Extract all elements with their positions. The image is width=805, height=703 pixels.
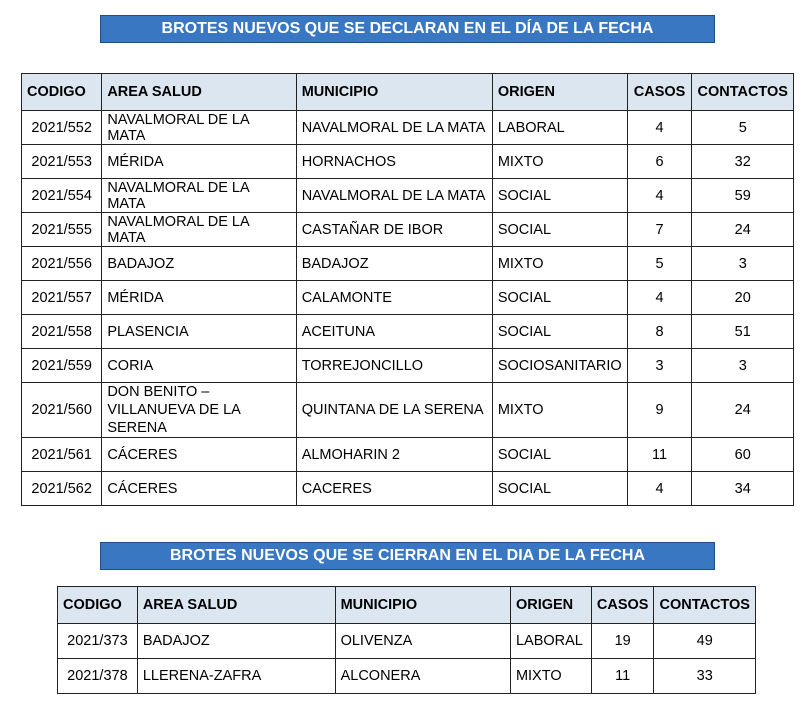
table-row bbox=[58, 624, 756, 659]
cell-codigo: 2021/378 bbox=[58, 659, 138, 694]
cell-area-salud: CORIA bbox=[102, 349, 296, 383]
cell-origen: MIXTO bbox=[492, 247, 627, 281]
open-outbreaks-table bbox=[21, 73, 794, 506]
cell-origen: SOCIOSANITARIO bbox=[492, 349, 627, 383]
table-row bbox=[22, 145, 794, 179]
cell-municipio: NAVALMORAL DE LA MATA bbox=[296, 111, 492, 145]
cell-municipio: ALCONERA bbox=[335, 659, 510, 694]
cell-municipio: ALMOHARIN 2 bbox=[296, 438, 492, 472]
cell-codigo: 2021/559 bbox=[22, 349, 102, 383]
cell-contactos: 24 bbox=[692, 383, 794, 438]
header-municipio: MUNICIPIO bbox=[296, 74, 492, 111]
cell-origen: SOCIAL bbox=[492, 315, 627, 349]
cell-codigo: 2021/557 bbox=[22, 281, 102, 315]
cell-area-salud: BADAJOZ bbox=[102, 247, 296, 281]
cell-casos: 4 bbox=[627, 472, 692, 506]
header-origen: ORIGEN bbox=[492, 74, 627, 111]
cell-municipio: ACEITUNA bbox=[296, 315, 492, 349]
cell-area-salud: NAVALMORAL DE LA MATA bbox=[102, 111, 296, 145]
table-row bbox=[22, 349, 794, 383]
header-codigo: CODIGO bbox=[58, 587, 138, 624]
cell-codigo: 2021/558 bbox=[22, 315, 102, 349]
cell-municipio: CALAMONTE bbox=[296, 281, 492, 315]
table-row bbox=[22, 213, 794, 247]
cell-area-salud: CÁCERES bbox=[102, 438, 296, 472]
cell-origen: SOCIAL bbox=[492, 213, 627, 247]
cell-municipio: QUINTANA DE LA SERENA bbox=[296, 383, 492, 438]
cell-area-salud: BADAJOZ bbox=[137, 624, 335, 659]
cell-origen: MIXTO bbox=[510, 659, 591, 694]
cell-area-salud: MÉRIDA bbox=[102, 145, 296, 179]
header-contactos: CONTACTOS bbox=[692, 74, 794, 111]
cell-casos: 4 bbox=[627, 281, 692, 315]
cell-origen: SOCIAL bbox=[492, 472, 627, 506]
table-row bbox=[22, 472, 794, 506]
cell-municipio: NAVALMORAL DE LA MATA bbox=[296, 179, 492, 213]
cell-casos: 4 bbox=[627, 179, 692, 213]
cell-area-salud: PLASENCIA bbox=[102, 315, 296, 349]
header-area-salud: AREA SALUD bbox=[137, 587, 335, 624]
cell-contactos: 3 bbox=[692, 349, 794, 383]
cell-contactos: 3 bbox=[692, 247, 794, 281]
header-casos: CASOS bbox=[627, 74, 692, 111]
header-contactos: CONTACTOS bbox=[654, 587, 756, 624]
header-origen: ORIGEN bbox=[510, 587, 591, 624]
table-header-row bbox=[22, 74, 794, 111]
cell-origen: SOCIAL bbox=[492, 179, 627, 213]
cell-codigo: 2021/556 bbox=[22, 247, 102, 281]
cell-casos: 8 bbox=[627, 315, 692, 349]
cell-origen: MIXTO bbox=[492, 383, 627, 438]
table-row bbox=[22, 247, 794, 281]
cell-contactos: 32 bbox=[692, 145, 794, 179]
cell-area-salud: LLERENA-ZAFRA bbox=[137, 659, 335, 694]
cell-area-salud: MÉRIDA bbox=[102, 281, 296, 315]
cell-origen: LABORAL bbox=[510, 624, 591, 659]
cell-municipio: CASTAÑAR DE IBOR bbox=[296, 213, 492, 247]
closed-outbreaks-title: BROTES NUEVOS QUE SE CIERRAN EN EL DIA DE LA FECHA bbox=[100, 542, 715, 570]
cell-municipio: OLIVENZA bbox=[335, 624, 510, 659]
cell-municipio: TORREJONCILLO bbox=[296, 349, 492, 383]
table-row bbox=[22, 179, 794, 213]
table-row bbox=[22, 438, 794, 472]
cell-casos: 11 bbox=[627, 438, 692, 472]
cell-casos: 4 bbox=[627, 111, 692, 145]
cell-contactos: 60 bbox=[692, 438, 794, 472]
cell-codigo: 2021/555 bbox=[22, 213, 102, 247]
cell-area-salud: CÁCERES bbox=[102, 472, 296, 506]
cell-casos: 5 bbox=[627, 247, 692, 281]
header-codigo: CODIGO bbox=[22, 74, 102, 111]
cell-codigo: 2021/552 bbox=[22, 111, 102, 145]
cell-casos: 3 bbox=[627, 349, 692, 383]
closed-outbreaks-table bbox=[57, 586, 756, 694]
cell-contactos: 49 bbox=[654, 624, 756, 659]
table-row bbox=[22, 383, 794, 438]
cell-codigo: 2021/561 bbox=[22, 438, 102, 472]
cell-casos: 6 bbox=[627, 145, 692, 179]
cell-municipio: BADAJOZ bbox=[296, 247, 492, 281]
header-area-salud: AREA SALUD bbox=[102, 74, 296, 111]
table-header-row bbox=[58, 587, 756, 624]
cell-casos: 9 bbox=[627, 383, 692, 438]
cell-municipio: HORNACHOS bbox=[296, 145, 492, 179]
cell-area-salud: NAVALMORAL DE LA MATA bbox=[102, 213, 296, 247]
cell-contactos: 20 bbox=[692, 281, 794, 315]
cell-casos: 19 bbox=[591, 624, 654, 659]
cell-casos: 11 bbox=[591, 659, 654, 694]
cell-origen: SOCIAL bbox=[492, 438, 627, 472]
open-outbreaks-title: BROTES NUEVOS QUE SE DECLARAN EN EL DÍA DE LA FECHA bbox=[100, 15, 715, 43]
table-row bbox=[22, 315, 794, 349]
cell-contactos: 24 bbox=[692, 213, 794, 247]
cell-contactos: 59 bbox=[692, 179, 794, 213]
cell-codigo: 2021/560 bbox=[22, 383, 102, 438]
cell-origen: LABORAL bbox=[492, 111, 627, 145]
cell-contactos: 5 bbox=[692, 111, 794, 145]
cell-codigo: 2021/373 bbox=[58, 624, 138, 659]
cell-area-salud: NAVALMORAL DE LA MATA bbox=[102, 179, 296, 213]
table-row bbox=[58, 659, 756, 694]
cell-codigo: 2021/554 bbox=[22, 179, 102, 213]
cell-origen: MIXTO bbox=[492, 145, 627, 179]
cell-contactos: 33 bbox=[654, 659, 756, 694]
cell-area-salud: DON BENITO – VILLANUEVA DE LA SERENA bbox=[102, 383, 296, 438]
header-casos: CASOS bbox=[591, 587, 654, 624]
cell-contactos: 34 bbox=[692, 472, 794, 506]
cell-municipio: CACERES bbox=[296, 472, 492, 506]
cell-codigo: 2021/553 bbox=[22, 145, 102, 179]
cell-casos: 7 bbox=[627, 213, 692, 247]
table-row bbox=[22, 111, 794, 145]
cell-codigo: 2021/562 bbox=[22, 472, 102, 506]
cell-contactos: 51 bbox=[692, 315, 794, 349]
cell-origen: SOCIAL bbox=[492, 281, 627, 315]
table-row bbox=[22, 281, 794, 315]
header-municipio: MUNICIPIO bbox=[335, 587, 510, 624]
